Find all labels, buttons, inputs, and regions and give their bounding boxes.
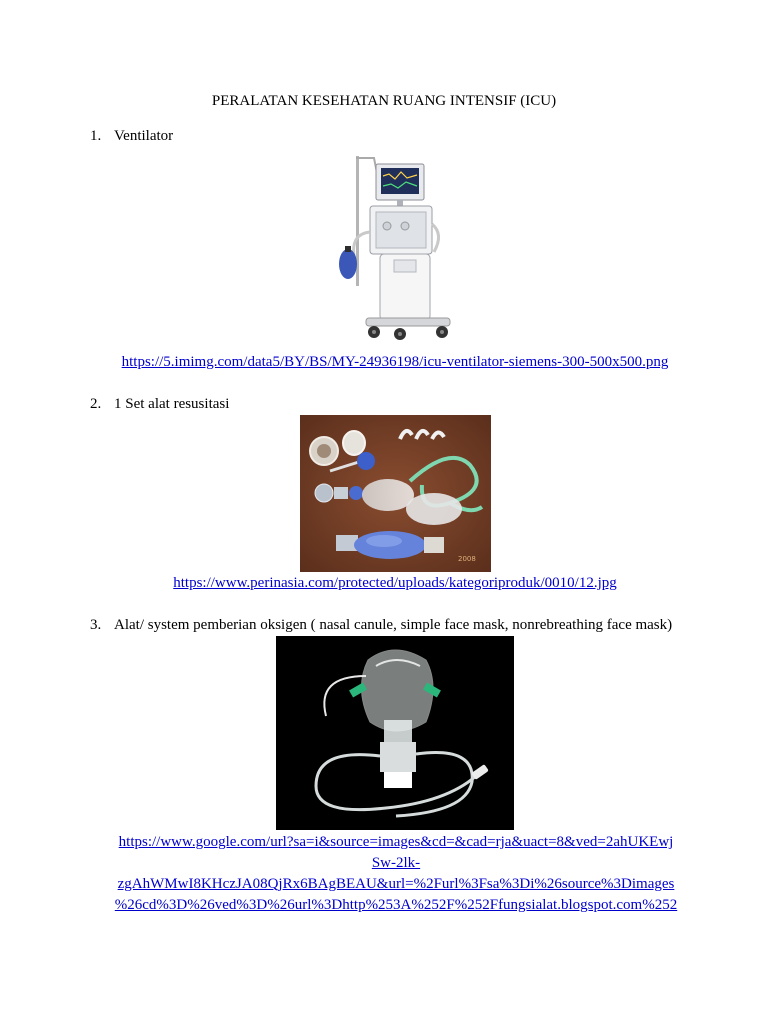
link-line[interactable]: zgAhWMwI8KHczJA08QjRx6BAgBEAU&url=%2Furl%3Fsa%3Di%26source%3Dimages bbox=[117, 876, 675, 892]
list-number: 3. bbox=[90, 617, 102, 633]
document-title: PERALATAN KESEHATAN RUANG INTENSIF (ICU) bbox=[211, 93, 557, 109]
link-line[interactable]: Sw-2lk- bbox=[371, 855, 421, 871]
link-line[interactable]: https://www.google.com/url?sa=i&source=images&cd=&cad=rja&uact=8&ved=2ahUKEwj bbox=[118, 834, 674, 850]
list-item-label: Ventilator bbox=[114, 128, 174, 144]
link-line[interactable]: %26cd%3D%26ved%3D%26url%3Dhttp%253A%252F%252Ffungsialat.blogspot.com%252 bbox=[114, 897, 678, 913]
list-number: 2. bbox=[90, 396, 102, 412]
ventilator-image bbox=[296, 146, 492, 346]
list-item-oxygen-system bbox=[90, 617, 672, 634]
list-item-label: 1 Set alat resusitasi bbox=[114, 396, 230, 412]
list-number: 1. bbox=[90, 128, 102, 144]
list-item-resuscitation-set bbox=[90, 396, 229, 413]
resuscitation-set-image bbox=[300, 415, 491, 572]
list-item-label: Alat/ system pemberian oksigen ( nasal canule, simple face mask, nonrebreathing face mask) bbox=[114, 617, 673, 633]
list-item-ventilator bbox=[90, 128, 173, 145]
oxygen-mask-image bbox=[276, 636, 514, 830]
resuscitation-source-link[interactable]: https://www.perinasia.com/protected/uploads/kategoriproduk/0010/12.jpg bbox=[173, 575, 617, 591]
oxygen-source-link[interactable] bbox=[110, 832, 682, 916]
ventilator-source-link[interactable]: https://5.imimg.com/data5/BY/BS/MY-24936198/icu-ventilator-siemens-300-500x500.png bbox=[121, 354, 669, 370]
image-caption: 2008 bbox=[458, 555, 476, 563]
